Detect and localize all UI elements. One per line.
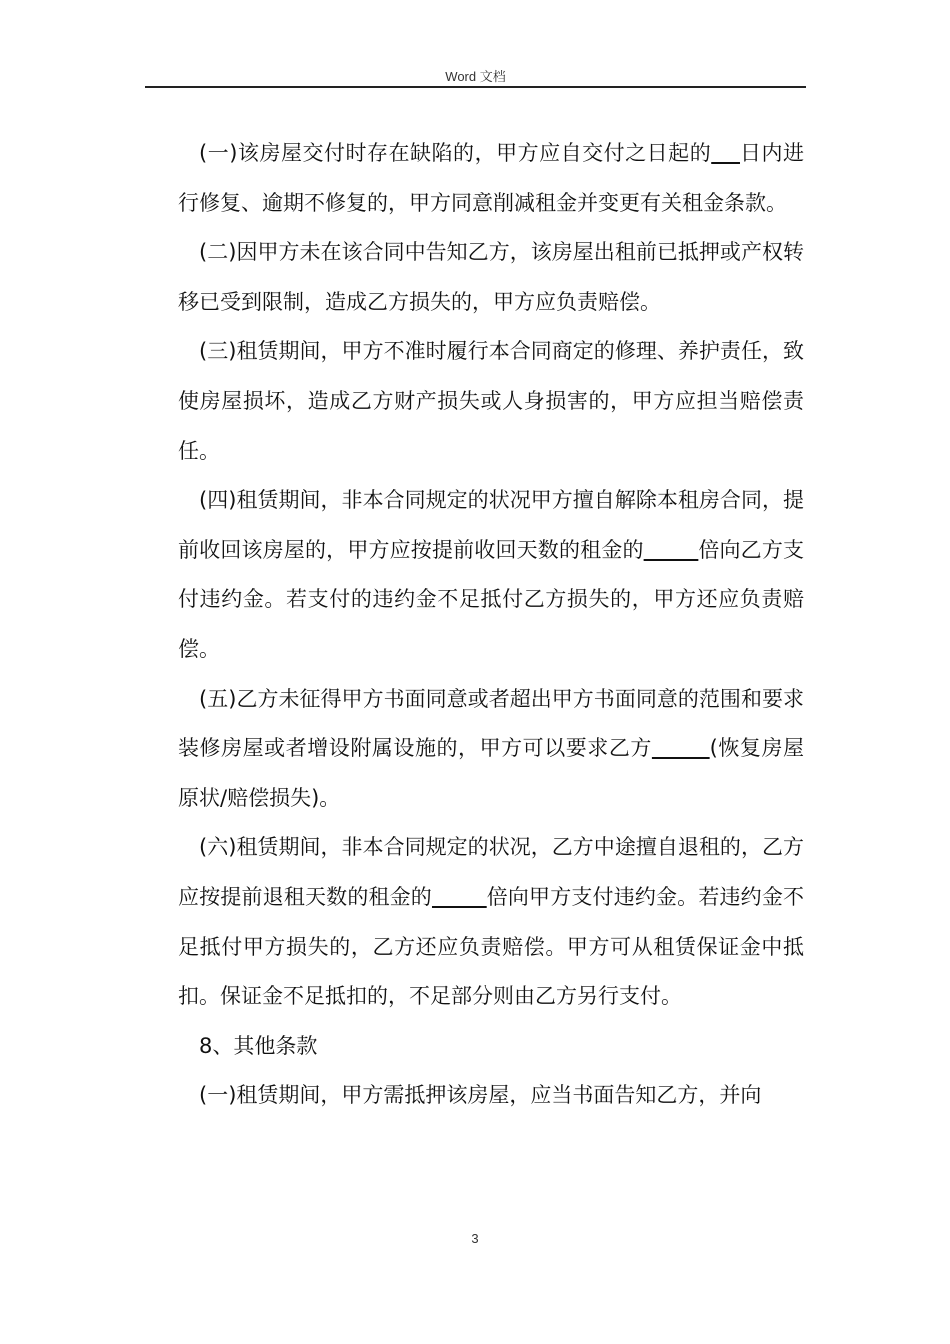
clause-2	[178, 228, 804, 327]
clause-3	[178, 327, 804, 476]
header-divider	[145, 86, 806, 88]
heading-text: 8、其他条款	[199, 1033, 318, 1058]
clause-text: (一)租赁期间，甲方需抵押该房屋，应当书面告知乙方，并向	[199, 1083, 762, 1108]
clause-text: (三)租赁期间，甲方不准时履行本合同商定的修理、养护责任，致使房屋损坏，造成乙方财产损失或人身损害的，甲方应担当赔偿责任。	[178, 339, 804, 463]
clause-text: (一)该房屋交付时存在缺陷的，甲方应自交付之日起的	[199, 141, 712, 165]
clause-5	[178, 675, 804, 824]
clause-text: (六)租赁期间，非本合同规定的状况，乙方中途擅自退租的，乙方应按提前退租天数的租金的	[178, 835, 804, 909]
section-heading	[178, 1022, 804, 1072]
fill-blank	[432, 885, 487, 909]
clause-text: (二)因甲方未在该合同中告知乙方，该房屋出租前已抵押或产权转移已受到限制，造成乙方损失的，甲方应负责赔偿。	[178, 240, 804, 314]
clause-text: (四)租赁期间，非本合同规定的状况甲方擅自解除本租房合同，提前收回该房屋的，甲方应按提前收回天数的租金的	[178, 488, 804, 562]
document-body	[178, 129, 804, 1121]
clause-text: (恢复房屋原状/赔偿损失)。	[178, 736, 804, 810]
clause-4	[178, 476, 804, 674]
fill-blank	[644, 538, 699, 562]
page-number: 3	[471, 1231, 479, 1246]
clause-8-1	[178, 1071, 804, 1121]
clause-1	[178, 129, 804, 228]
page-header: Word 文档	[445, 69, 506, 84]
clause-text: 倍向甲方支付违约金。若违约金不足抵付甲方损失的，乙方还应负责赔偿。甲方可从租赁保证金中抵扣。保证金不足抵扣的，不足部分则由乙方另行支付。	[178, 884, 805, 1009]
fill-blank	[652, 736, 710, 760]
clause-6	[178, 823, 804, 1021]
clause-text: 日内进行修复、逾期不修复的，甲方同意削减租金并变更有关租金条款。	[178, 141, 805, 215]
fill-blank	[711, 141, 740, 165]
clause-text: (五)乙方未征得甲方书面同意或者超出甲方书面同意的范围和要求装修房屋或者增设附属设施的，甲方可以要求乙方	[178, 686, 804, 761]
clause-text: 倍向乙方支付违约金。若支付的违约金不足抵付乙方损失的，甲方还应负责赔偿。	[178, 537, 805, 661]
